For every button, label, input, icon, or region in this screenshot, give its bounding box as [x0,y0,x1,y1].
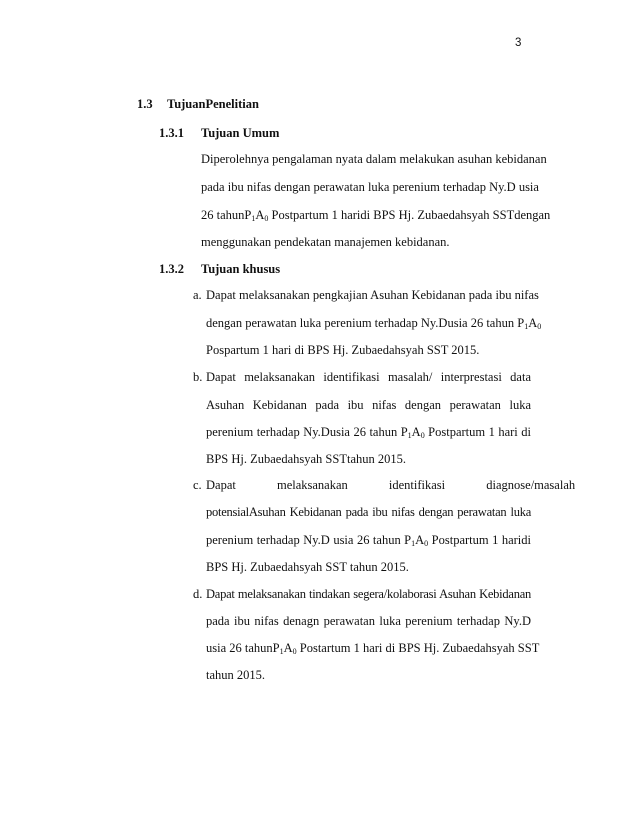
subsection-number: 1.3.2 [159,262,184,276]
paragraph-line: pada ibu nifas dengan perawatan luka perenium terhadap Ny.D usia [201,180,539,194]
section-number: 1.3 [137,97,153,111]
list-item-line: BPS Hj. Zubaedahsyah SSTtahun 2015. [206,452,406,466]
section-title: TujuanPenelitian [167,97,259,111]
list-marker: d. [193,587,203,601]
page-number: 3 [515,37,522,49]
list-item-line: Dapat melaksanakan tindakan segera/kolaborasi Asuhan Kebidanan [206,587,531,601]
list-item-line: perenium terhadap Ny.D usia 26 tahun $P_1A_0$ Postpartum 1 haridi [206,533,531,548]
list-item-line: Dapat melaksanakan pengkajian Asuhan Kebidanan pada ibu nifas [206,288,539,302]
subsection-heading-khusus [159,262,280,277]
list-item-line: perenium terhadap Ny.Dusia 26 tahun $P_1A_0$ Postpartum 1 hari di [206,425,531,440]
section-heading [137,97,259,112]
subsection-heading-umum [159,126,279,141]
list-item-line: Asuhan Kebidanan pada ibu nifas dengan perawatan luka [206,398,531,412]
paragraph-line: Diperolehnya pengalaman nyata dalam melakukan asuhan kebidanan [201,152,547,166]
list-marker: c. [193,478,202,492]
subsection-number: 1.3.1 [159,126,184,140]
list-item-line: dengan perawatan luka perenium terhadap Ny.Dusia 26 tahun $P_1A_0$ [206,316,542,331]
list-item-line: tahun 2015. [206,668,266,682]
list-item-line: Pospartum 1 hari di BPS Hj. Zubaedahsyah SST 2015. [206,343,480,357]
list-marker: a. [193,288,202,302]
paragraph-line: menggunakan pendekatan manajemen kebidanan. [201,235,450,249]
subsection-title: Tujuan khusus [201,262,281,276]
list-item-line: Dapat melaksanakan identifikasi masalah/ interprestasi data [206,370,531,384]
list-item-line: potensialAsuhan Kebidanan pada ibu nifas dengan perawatan luka [206,505,531,519]
subsection-title: Tujuan Umum [201,126,280,140]
list-item-line: BPS Hj. Zubaedahsyah SST tahun 2015. [206,560,409,574]
list-item-line: Dapat melaksanakan identifikasi diagnose/masalah [206,478,576,492]
list-item-line: pada ibu nifas denagn perawatan luka perenium terhadap Ny.D [206,614,531,628]
list-marker: b. [193,370,203,384]
list-item-line: usia 26 $tahunP_1A_0$ Postartum 1 hari di BPS Hj. Zubaedahsyah SST [206,641,540,656]
paragraph-line: 26 $tahunP_1A_0$ Postpartum 1 haridi BPS Hj. Zubaedahsyah SSTdengan [201,208,551,223]
